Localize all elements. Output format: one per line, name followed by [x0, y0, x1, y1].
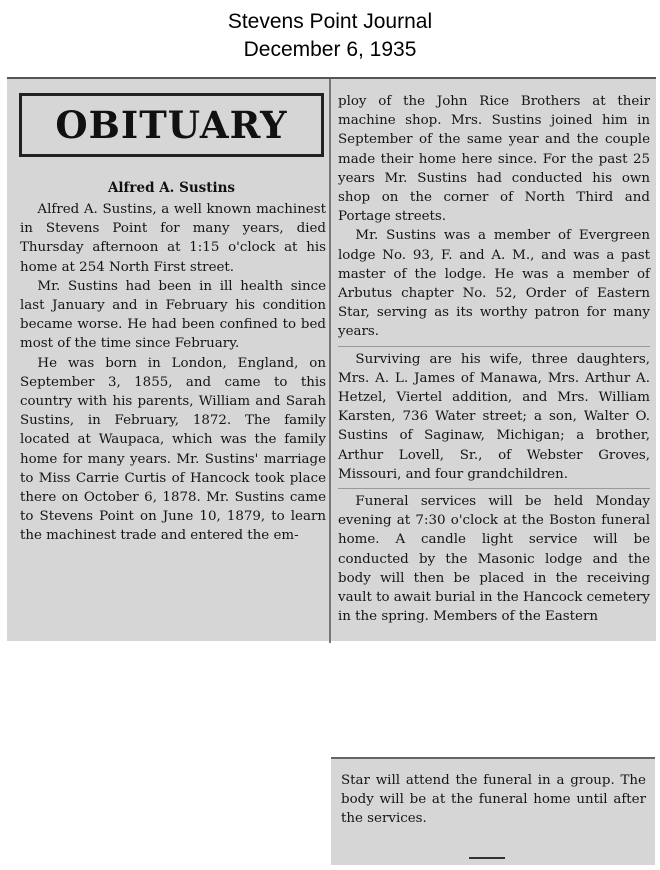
paragraph: Mr. Sustins was a member of Evergreen lodge No. 93, F. and A. M., and was a past master of the lodge. He was a member of Arbutus chapter No. 52, Order of Eastern Star, serving as its worthy patron for many years.: [338, 228, 650, 340]
right-column: [338, 92, 650, 626]
divider: [338, 484, 650, 489]
end-rule: [469, 857, 505, 859]
left-column: [20, 200, 326, 546]
obituary-masthead: [19, 93, 324, 157]
article-headline: Alfred A. Sustins: [107, 180, 236, 196]
paragraph: Mr. Sustins had been in ill health since last January and in February his condition became worse. He had been confined to bed most of the time since February.: [20, 278, 326, 352]
paragraph: Alfred A. Sustins, a well known machinest in Stevens Point for many years, died Thursday afternoon at 1:15 o'clock at his home at 254 North First street.: [20, 202, 326, 275]
column-divider: [329, 79, 331, 643]
paragraph: He was born in London, England, on September 3, 1855, and came to this country with his parents, William and Sarah Sustins, in February, 1872. The family located at Waupaca, which was the family home for many years. Mr. Sustins' marriage to Miss Carrie Curtis of Hancock took place there on October 6, 1878. Mr. Sustins came to Stevens Point on June 10, 1879, to learn the machinest trade and entered the em-: [20, 355, 326, 544]
newspaper-clipping: [7, 77, 656, 641]
divider: [338, 342, 650, 347]
masthead-title: OBITUARY: [55, 103, 288, 147]
continuation-text: Star will attend the funeral in a group. The body will be at the funeral home until after the services.: [341, 773, 646, 827]
paragraph: ploy of the John Rice Brothers at their machine shop. Mrs. Sustins joined him in September of the same year and the couple made their home here since. For the past 25 years Mr. Sustins had conducted his own shop on the corner of North Third and Portage streets.: [338, 94, 650, 225]
continuation-clipping: [331, 757, 655, 865]
paragraph: Funeral services will be held Monday evening at 7:30 o'clock at the Boston funeral home. A candle light service will be conducted by the Masonic lodge and the body will then be placed in the receiving vault to await burial in the Hancock cemetery in the spring. Members of the Eastern: [338, 494, 650, 625]
publication-title: Stevens Point Journal: [227, 10, 433, 33]
paragraph: Surviving are his wife, three daughters, Mrs. A. L. James of Manawa, Mrs. Arthur A. Hetzel, Viertel addition, and Mrs. William Karsten, 736 Water street; a son, Walter O. Sustins of Saginaw, Michigan; a brother, Arthur Lovell, Sr., of Webster Groves, Missouri, and four grandchildren.: [338, 351, 650, 482]
publication-date: December 6, 1935: [243, 38, 417, 61]
